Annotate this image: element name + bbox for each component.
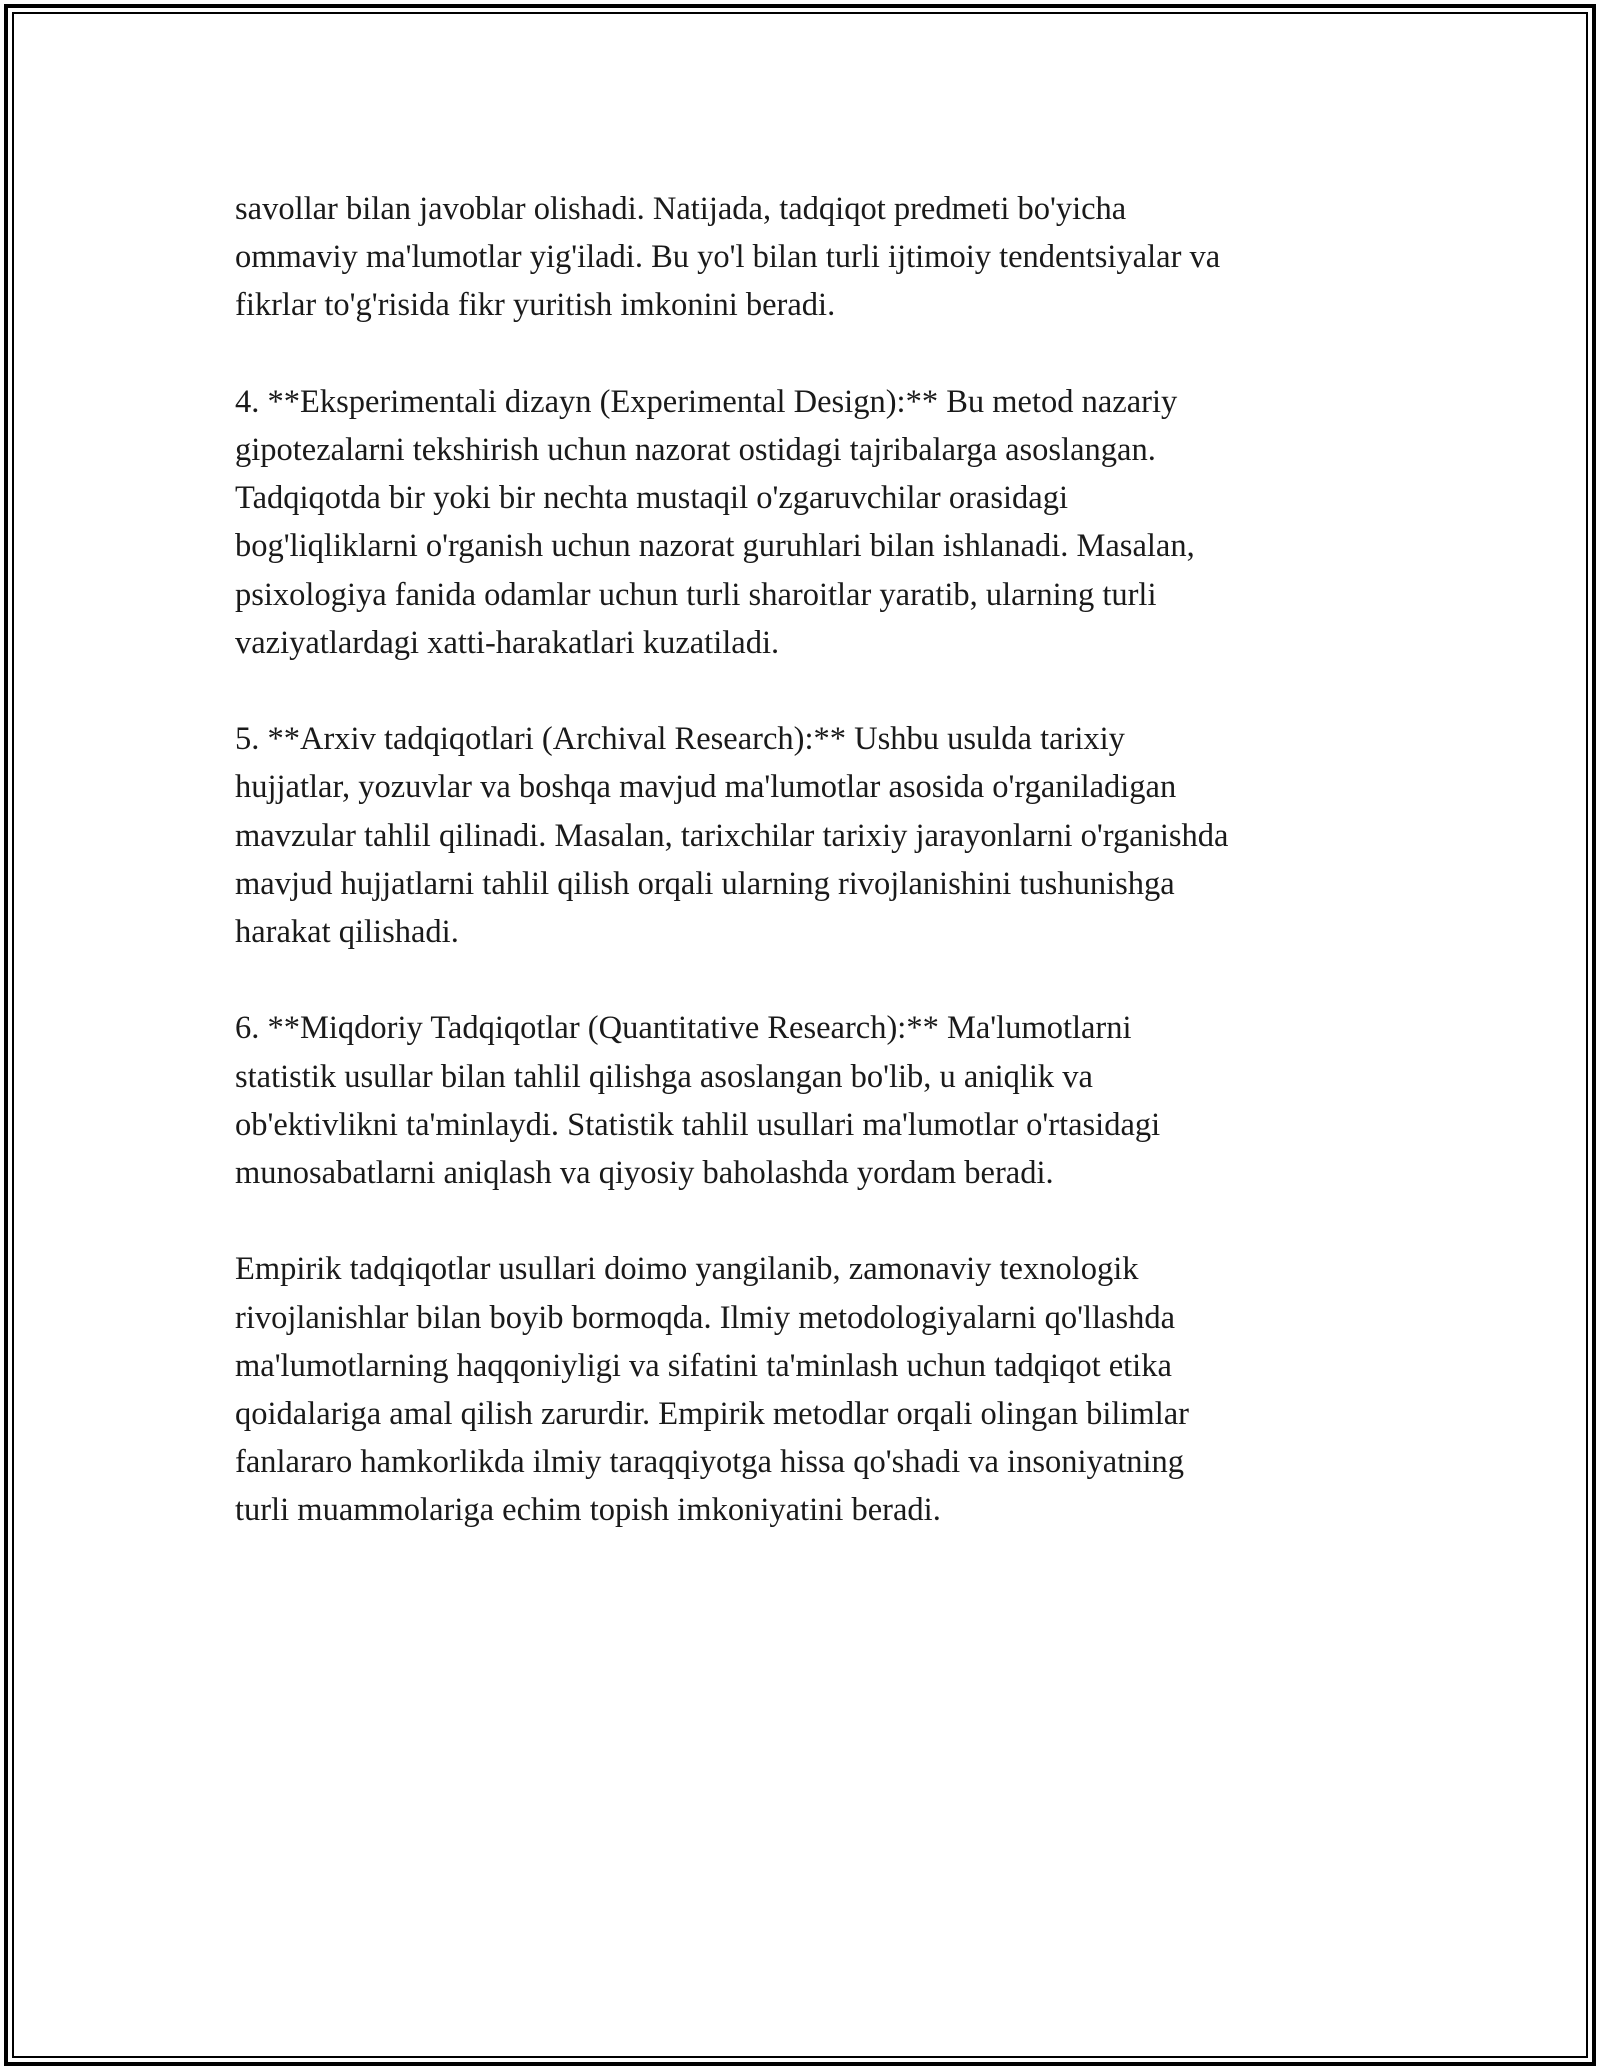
document-body <box>235 185 1375 1583</box>
paragraph-quantitative-research: 6. **Miqdoriy Tadqiqotlar (Quantitative Research):** Ma'lumotlarni statistik usullar bilan tahlil qilishga asoslangan bo'lib, u aniqlik va ob'ektivlikni ta'minlaydi. Statistik tahlil usullari ma'lumotlar o'rtasidagi munosabatlarni aniqlash va qiyosiy baholashda yordam beradi. <box>235 1010 1161 1192</box>
paragraph-experimental-design: 4. **Eksperimentali dizayn (Experimental Design):** Bu metod nazariy gipotezalarni tekshirish uchun nazorat ostidagi tajribalarga asoslangan. Tadqiqotda bir yoki bir nechta mustaqil o'zgaruvchilar orasidagi bog'liqliklarni o'rganish uchun nazorat guruhlari bilan ishlanadi. Masalan, psixologiya fanida odamlar uchun turli sharoitlar yaratib, ularning turli vaziyatlardagi xatti-harakatlari kuzatiladi. <box>235 383 1195 661</box>
paragraph-archival-research: 5. **Arxiv tadqiqotlari (Archival Research):** Ushbu usulda tarixiy hujjatlar, yozuvlar va boshqa mavjud ma'lumotlar asosida o'rganiladigan mavzular tahlil qilinadi. Masalan, tarixchilar tarixiy jarayonlarni o'rganishda mavjud hujjatlarni tahlil qilish orqali ularning rivojlanishini tushunishga harakat qilishadi. <box>235 721 1229 951</box>
paragraph-conclusion: Empirik tadqiqotlar usullari doimo yangilanib, zamonaviy texnologik rivojlanishlar bilan boyib bormoqda. Ilmiy metodologiyalarni qo'llashda ma'lumotlarning haqqoniyligi va sifatini ta'minlash uchun tadqiqot etika qoidalariga amal qilish zarurdir. Empirik metodlar orqali olingan bilimlar fanlararo hamkorlikda ilmiy taraqqiyotga hissa qo'shadi va insoniyatning turli muammolariga echim topish imkoniyatini beradi. <box>235 1251 1189 1529</box>
paragraph-survey-continuation: savollar bilan javoblar olishadi. Natijada, tadqiqot predmeti bo'yicha ommaviy ma'lumotlar yig'iladi. Bu yo'l bilan turli ijtimoiy tendentsiyalar va fikrlar to'g'risida fikr yuritish imkonini beradi. <box>235 191 1221 324</box>
